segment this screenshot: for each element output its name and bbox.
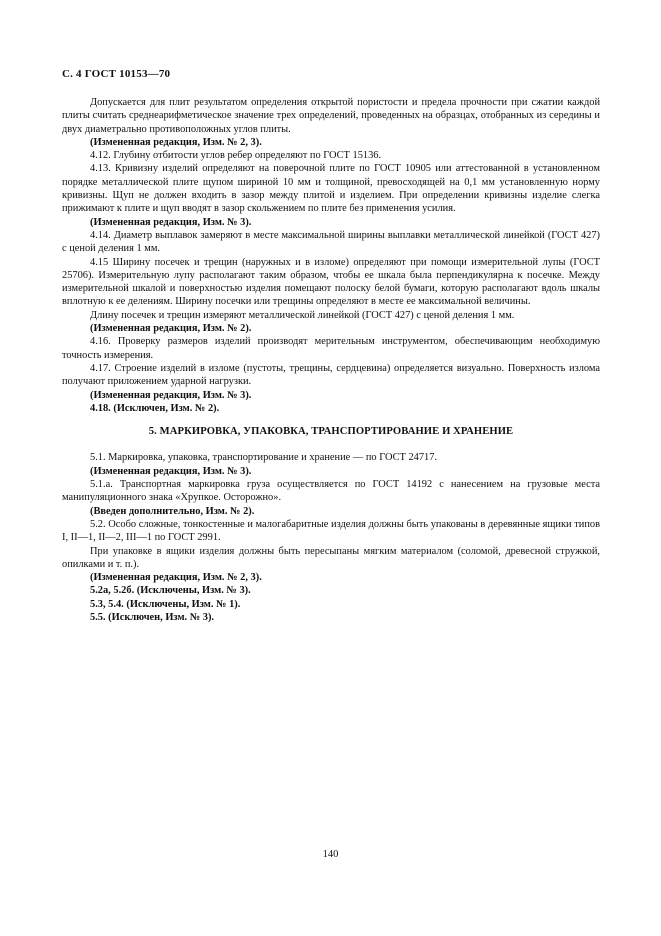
amendment-note: (Измененная редакция, Изм. № 3). <box>90 465 252 477</box>
paragraph-5-2a: 5.2а, 5.2б. (Исключены, Изм. № 3). <box>90 585 251 597</box>
paragraph-4-12: 4.12. Глубину отбитости углов ребер определяют по ГОСТ 15136. <box>90 150 382 162</box>
paragraph-5-2: 5.2. Особо сложные, тонкостенные и малогабаритные изделия должны быть упакованы в деревянные ящики типов I, II—1, II—2, III—1 по ГОСТ 2991. <box>62 518 600 544</box>
paragraph-5-1a: 5.1.а. Транспортная маркировка груза осуществляется по ГОСТ 14192 с нанесением на грузовые места манипуляционного знака «Хрупкое. Осторожно». <box>62 479 600 504</box>
paragraph: Длину посечек и трещин измеряют металлической линейкой (ГОСТ 427) с ценой деления 1 мм. <box>90 309 515 321</box>
amendment-note: (Измененная редакция, Изм. № 2, 3). <box>90 572 262 584</box>
paragraph-4-16: 4.16. Проверку размеров изделий производят мерительным инструментом, обеспечивающим необходимую точность измерения. <box>62 336 600 361</box>
document-body <box>62 96 600 624</box>
paragraph-5-3: 5.3, 5.4. (Исключены, Изм. № 1). <box>90 598 241 610</box>
amendment-note: (Измененная редакция, Изм. № 2, 3). <box>90 136 262 148</box>
paragraph: Допускается для плит результатом определения открытой пористости и предела прочности при сжатии каждой плиты считать среднеарифметическое значение трех определений, проведенных на образцах, отобранных из середины и двух диаметрально противоположных углов плиты. <box>62 97 600 135</box>
amendment-note: (Измененная редакция, Изм. № 3). <box>90 389 252 401</box>
paragraph-4-17: 4.17. Строение изделий в изломе (пустоты, трещины, сердцевина) определяется визуально. Поверхность излома получают приложением ударной нагрузки. <box>62 362 600 388</box>
paragraph-4-18: 4.18. (Исключен, Изм. № 2). <box>90 402 220 414</box>
paragraph-4-15: 4.15 Ширину посечек и трещин (наружных и в изломе) определяют при помощи измерительной лупы (ГОСТ 25706). Измерительную лупу располагают таким образом, чтобы ее шкала была перпендикулярна к посечке. Между измерительной шкалой и поверхностью изделия помещают полоску белой бумаги, которую располагают вдоль шкалы вплотную к ее делениям. Ширину посечки или трещины определяют в месте ее максимальной величины. <box>62 256 600 308</box>
page-header: С. 4 ГОСТ 10153—70 <box>62 68 171 80</box>
paragraph-5-5: 5.5. (Исключен, Изм. № 3). <box>90 611 215 623</box>
page-number: 140 <box>322 849 339 860</box>
amendment-note: (Введен дополнительно, Изм. № 2). <box>90 505 255 517</box>
paragraph-4-14: 4.14. Диаметр выплавок замеряют в месте максимальной ширины выплавки металлической линейкой (ГОСТ 427) с ценой деления 1 мм. <box>62 229 600 255</box>
section-title: 5. МАРКИРОВКА, УПАКОВКА, ТРАНСПОРТИРОВАНИЕ И ХРАНЕНИЕ <box>148 426 514 438</box>
paragraph-5-1: 5.1. Маркировка, упаковка, транспортирование и хранение — по ГОСТ 24717. <box>90 452 438 464</box>
paragraph-4-13: 4.13. Кривизну изделий определяют на поверочной плите по ГОСТ 10905 или аттестованной в установленном порядке металлической плите щупом шириной 10 мм и толщиной, превосходящей на 0,1 мм установленную норму кривизны. Щуп не должен входить в зазор между плитой и изделием. При определении кривизны изделие слегка прижимают к плите и щуп вводят в зазор скольжением по плите без применения усилия. <box>62 163 600 215</box>
amendment-note: (Измененная редакция, Изм. № 2). <box>90 323 252 335</box>
paragraph: При упаковке в ящики изделия должны быть пересыпаны мягким материалом (соломой, древесной стружкой, опилками и т. п.). <box>62 545 600 570</box>
amendment-note: (Измененная редакция, Изм. № 3). <box>90 216 252 228</box>
